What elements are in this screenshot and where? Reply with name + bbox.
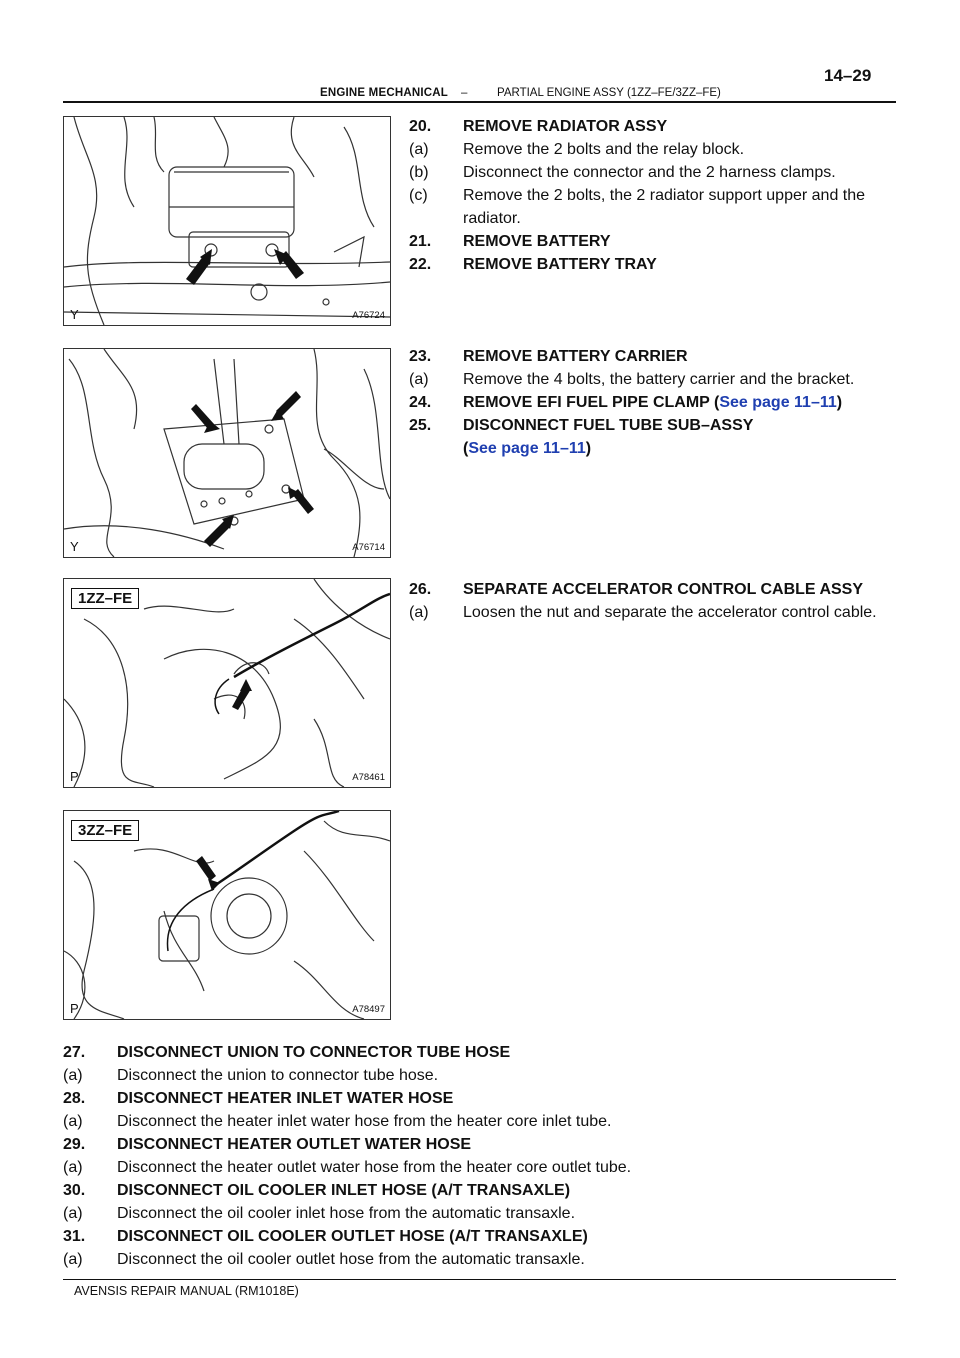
see-page-link[interactable]: See page 11–11 <box>468 440 586 457</box>
step-text: Remove the 2 bolts and the relay block. <box>463 141 745 158</box>
figure-illustration <box>64 117 390 325</box>
step-substep <box>63 1110 896 1133</box>
figure-code: A76724 <box>352 310 385 321</box>
step-text: SEPARATE ACCELERATOR CONTROL CABLE ASSY <box>463 581 864 598</box>
step-number: (a) <box>409 604 429 621</box>
step-heading <box>409 414 897 437</box>
step-number: 30. <box>63 1182 86 1199</box>
step-text-pre: ( <box>463 440 469 457</box>
engine-model-tag: 1ZZ–FE <box>71 588 139 609</box>
figure-radiator-relay-block <box>63 116 391 326</box>
step-heading <box>409 230 897 253</box>
step-text: DISCONNECT HEATER OUTLET WATER HOSE <box>117 1136 472 1153</box>
step-text: Remove the 2 bolts, the 2 radiator support upper and the radiator. <box>463 187 866 227</box>
step-number: (c) <box>409 187 428 204</box>
step-heading <box>63 1087 896 1110</box>
step-number: (a) <box>63 1159 83 1176</box>
step-substep <box>63 1248 896 1271</box>
figure-accelerator-cable-1zz <box>63 578 391 788</box>
step-substep <box>409 161 897 184</box>
step-number: 27. <box>63 1044 86 1061</box>
footer-manual-title: AVENSIS REPAIR MANUAL (RM1018E) <box>74 1284 299 1298</box>
step-heading <box>409 115 897 138</box>
step-text: DISCONNECT OIL COOLER INLET HOSE (A/T TRANSAXLE) <box>117 1182 571 1199</box>
step-heading <box>409 345 897 368</box>
step-number: 23. <box>409 348 432 365</box>
step-number: 31. <box>63 1228 86 1245</box>
step-substep <box>63 1064 896 1087</box>
step-text: REMOVE BATTERY CARRIER <box>463 348 688 365</box>
step-substep <box>63 1202 896 1225</box>
step-heading <box>409 253 897 276</box>
figure-illustration <box>64 579 390 787</box>
step-text-pre: REMOVE EFI FUEL PIPE CLAMP ( <box>463 394 720 411</box>
step-number: (a) <box>63 1251 83 1268</box>
step-heading <box>63 1041 896 1064</box>
step-text: Disconnect the oil cooler outlet hose from the automatic transaxle. <box>117 1251 585 1268</box>
step-number: (a) <box>63 1113 83 1130</box>
step-number: 28. <box>63 1090 86 1107</box>
step-text: REMOVE BATTERY <box>463 233 611 250</box>
figure-corner-mark: P <box>70 1001 79 1016</box>
figure-code: A78497 <box>352 1004 385 1015</box>
figure-illustration <box>64 811 390 1019</box>
step-heading <box>63 1225 896 1248</box>
steps-block-battery-carrier <box>409 345 897 460</box>
step-number: 26. <box>409 581 432 598</box>
step-number: (a) <box>409 141 429 158</box>
step-text: DISCONNECT UNION TO CONNECTOR TUBE HOSE <box>117 1044 511 1061</box>
step-continuation <box>409 437 897 460</box>
figure-battery-carrier <box>63 348 391 558</box>
header-rule <box>63 101 896 103</box>
step-heading <box>409 578 897 601</box>
header-subsection-title: PARTIAL ENGINE ASSY (1ZZ–FE/3ZZ–FE) <box>497 87 721 99</box>
step-number: (a) <box>63 1205 83 1222</box>
header-dash: – <box>461 87 468 99</box>
step-text: DISCONNECT FUEL TUBE SUB–ASSY <box>463 417 754 434</box>
step-text: DISCONNECT HEATER INLET WATER HOSE <box>117 1090 454 1107</box>
step-substep <box>409 368 897 391</box>
step-text: Disconnect the heater outlet water hose from the heater core outlet tube. <box>117 1159 632 1176</box>
step-text: REMOVE BATTERY TRAY <box>463 256 657 273</box>
step-text: DISCONNECT OIL COOLER OUTLET HOSE (A/T TRANSAXLE) <box>117 1228 588 1245</box>
step-text <box>463 391 897 414</box>
engine-model-tag: 3ZZ–FE <box>71 820 139 841</box>
steps-block-hoses <box>63 1041 896 1271</box>
figure-corner-mark: Y <box>70 539 79 554</box>
step-number: 22. <box>409 256 432 273</box>
step-substep <box>409 184 897 230</box>
figure-corner-mark: Y <box>70 307 79 322</box>
steps-block-accelerator-cable <box>409 578 897 624</box>
step-text-post: ) <box>836 394 843 411</box>
step-number: 25. <box>409 417 432 434</box>
step-heading <box>409 391 897 414</box>
step-number: 21. <box>409 233 432 250</box>
step-heading <box>63 1179 896 1202</box>
page-number: 14–29 <box>824 66 872 85</box>
step-number: 20. <box>409 118 432 135</box>
step-text: Disconnect the oil cooler inlet hose from the automatic transaxle. <box>117 1205 576 1222</box>
header-section-title: ENGINE MECHANICAL <box>320 87 448 99</box>
step-text: Loosen the nut and separate the accelerator control cable. <box>463 604 877 621</box>
steps-block-radiator <box>409 115 897 276</box>
step-number: (a) <box>63 1067 83 1084</box>
figure-corner-mark: P <box>70 769 79 784</box>
step-number: 24. <box>409 394 432 411</box>
step-substep <box>63 1156 896 1179</box>
step-text: Remove the 4 bolts, the battery carrier and the bracket. <box>463 371 855 388</box>
step-text <box>463 437 897 460</box>
see-page-link[interactable]: See page 11–11 <box>719 394 837 411</box>
figure-code: A78461 <box>352 772 385 783</box>
figure-accelerator-cable-3zz <box>63 810 391 1020</box>
step-text: Disconnect the heater inlet water hose from the heater core inlet tube. <box>117 1113 612 1130</box>
step-number: 29. <box>63 1136 86 1153</box>
step-substep <box>409 601 897 624</box>
step-heading <box>63 1133 896 1156</box>
figure-illustration <box>64 349 390 557</box>
step-number: (b) <box>409 164 429 181</box>
step-substep <box>409 138 897 161</box>
step-text: Disconnect the connector and the 2 harness clamps. <box>463 164 836 181</box>
footer-rule <box>63 1279 896 1280</box>
figure-code: A76714 <box>352 542 385 553</box>
step-number <box>409 437 463 460</box>
step-number: (a) <box>409 371 429 388</box>
step-text: Disconnect the union to connector tube hose. <box>117 1067 439 1084</box>
step-text: REMOVE RADIATOR ASSY <box>463 118 668 135</box>
step-text-post: ) <box>585 440 592 457</box>
